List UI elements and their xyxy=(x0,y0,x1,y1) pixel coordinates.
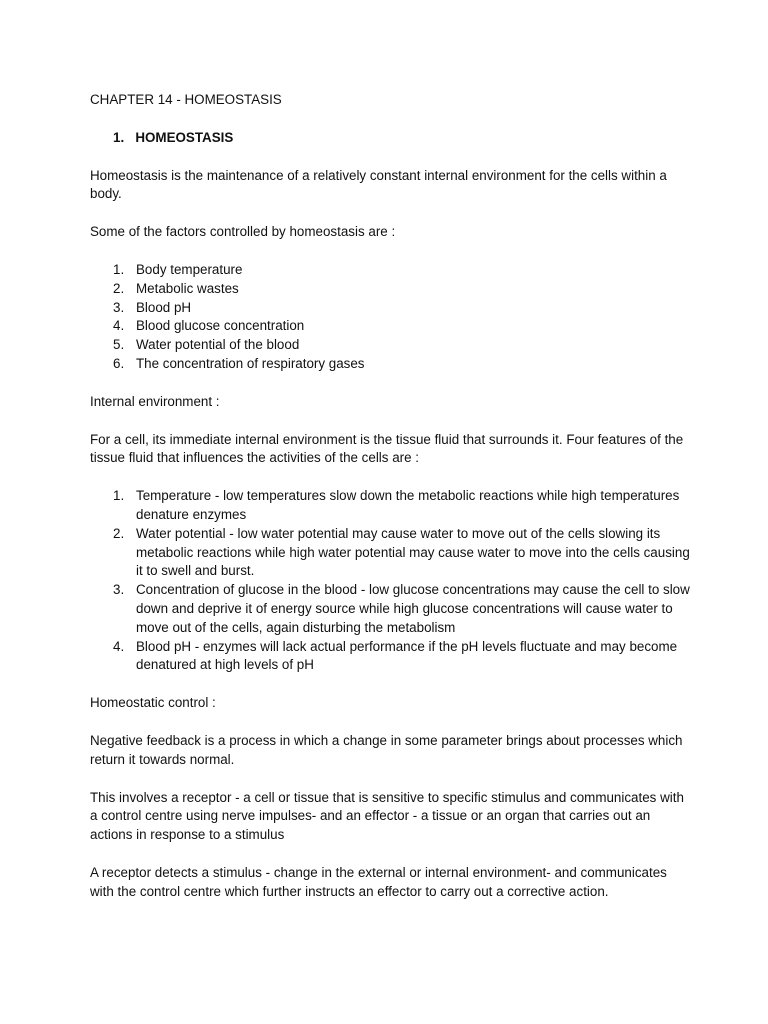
receptor-paragraph: This involves a receptor - a cell or tissue that is sensitive to specific stimulus and communicates with a control centre using nerve impulses- and an effector - a tissue or an organ that carries out an actions in response to a stimulus xyxy=(90,789,684,843)
section-heading xyxy=(90,129,690,148)
intro-paragraph: Homeostasis is the maintenance of a relatively constant internal environment for the cells within a body. xyxy=(90,167,667,202)
list-number: 2. xyxy=(113,525,125,541)
list-number: 1. xyxy=(113,488,125,504)
list-item xyxy=(90,525,690,581)
list-number: 4. xyxy=(113,638,125,654)
list-item xyxy=(90,299,690,318)
chapter-title: CHAPTER 14 - HOMEOSTASIS xyxy=(90,92,282,107)
list-text: Blood glucose concentration xyxy=(136,318,305,334)
list-text: Blood pH xyxy=(136,299,192,315)
list-number: 3. xyxy=(113,299,125,315)
list-item xyxy=(90,317,690,336)
factors-list xyxy=(90,261,690,374)
list-text: Metabolic wastes xyxy=(136,280,239,296)
section-title: HOMEOSTASIS xyxy=(135,129,234,145)
list-item xyxy=(90,336,690,355)
list-text: Temperature - low temperatures slow down the metabolic reactions while high temperatures denature enzymes xyxy=(136,488,680,522)
features-list xyxy=(90,487,690,675)
list-text: Blood pH - enzymes will lack actual performance if the pH levels fluctuate and may become denatured at high levels of pH xyxy=(136,638,678,673)
list-number: 3. xyxy=(113,582,125,598)
list-item xyxy=(90,280,690,299)
list-number: 1. xyxy=(113,261,125,277)
list-number: 4. xyxy=(113,318,125,334)
negative-feedback-paragraph: Negative feedback is a process in which a change in some parameter brings about processes which return it towards normal. xyxy=(90,732,683,767)
list-text: Water potential - low water potential may cause water to move out of the cells slowing its metabolic reactions while high water potential may cause water to move into the cells causing it to swell and burst. xyxy=(136,525,690,579)
document-page xyxy=(90,91,690,921)
list-number: 2. xyxy=(113,280,125,296)
homeostatic-control-heading: Homeostatic control : xyxy=(90,695,216,711)
section-number: 1. xyxy=(113,129,125,145)
list-text: The concentration of respiratory gases xyxy=(136,355,365,371)
list-item xyxy=(90,261,690,280)
list-item xyxy=(90,355,690,374)
list-number: 5. xyxy=(113,337,125,353)
internal-environment-heading: Internal environment : xyxy=(90,393,220,409)
list-item xyxy=(90,487,690,525)
list-text: Water potential of the blood xyxy=(136,337,300,353)
list-number: 6. xyxy=(113,355,125,371)
list-text: Body temperature xyxy=(136,261,243,277)
internal-environment-paragraph: For a cell, its immediate internal environment is the tissue fluid that surrounds it. Four features of the tissue fluid that influences the activities of the cells are : xyxy=(90,431,684,466)
list-text: Concentration of glucose in the blood - low glucose concentrations may cause the cell to slow down and deprive it of energy source while high glucose concentrations will cause water to move out of the cells, again disturbing the metabolism xyxy=(136,582,690,635)
factors-intro: Some of the factors controlled by homeostasis are : xyxy=(90,224,396,240)
list-item xyxy=(90,581,690,637)
stimulus-paragraph: A receptor detects a stimulus - change in the external or internal environment- and communicates with the control centre which further instructs an effector to carry out a corrective action. xyxy=(90,864,667,899)
list-item xyxy=(90,638,690,676)
